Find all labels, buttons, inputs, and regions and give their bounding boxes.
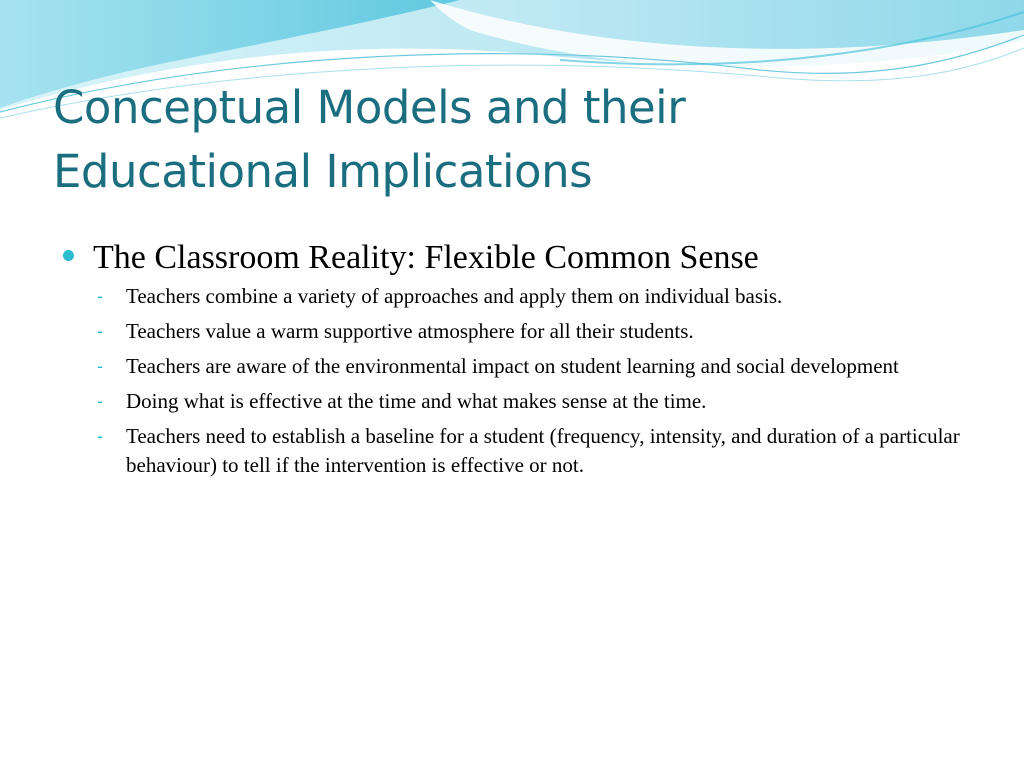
bullet-dot-icon xyxy=(63,250,74,261)
slide-content xyxy=(62,236,962,486)
sub-bullet-text: Doing what is effective at the time and what makes sense at the time. xyxy=(126,389,707,413)
sub-bullet-text: Teachers need to establish a baseline for a student (frequency, intensity, and duration of a particular behaviour) to tell if the intervention is effective or not. xyxy=(126,424,960,477)
sub-bullet-text: Teachers value a warm supportive atmosphere for all their students. xyxy=(126,319,694,343)
sub-bullet-item xyxy=(62,282,962,311)
main-bullet xyxy=(62,236,962,280)
dash-marker-icon: - xyxy=(97,286,103,306)
title-line-2: Educational Implications xyxy=(53,145,593,198)
sub-bullet-text: Teachers combine a variety of approaches and apply them on individual basis. xyxy=(126,284,783,308)
sub-bullet-item xyxy=(62,422,962,480)
sub-bullet-item xyxy=(62,352,962,381)
dash-marker-icon: - xyxy=(97,426,103,446)
dash-marker-icon: - xyxy=(97,321,103,341)
main-bullet-text: The Classroom Reality: Flexible Common Sense xyxy=(93,239,759,276)
sub-bullet-item xyxy=(62,387,962,416)
dash-marker-icon: - xyxy=(97,356,103,376)
sub-bullet-text: Teachers are aware of the environmental impact on student learning and social development xyxy=(126,354,899,378)
sub-bullet-item xyxy=(62,317,962,346)
slide-title xyxy=(53,76,953,204)
sub-bullet-list xyxy=(62,282,962,480)
title-line-1: Conceptual Models and their xyxy=(53,81,686,134)
dash-marker-icon: - xyxy=(97,391,103,411)
